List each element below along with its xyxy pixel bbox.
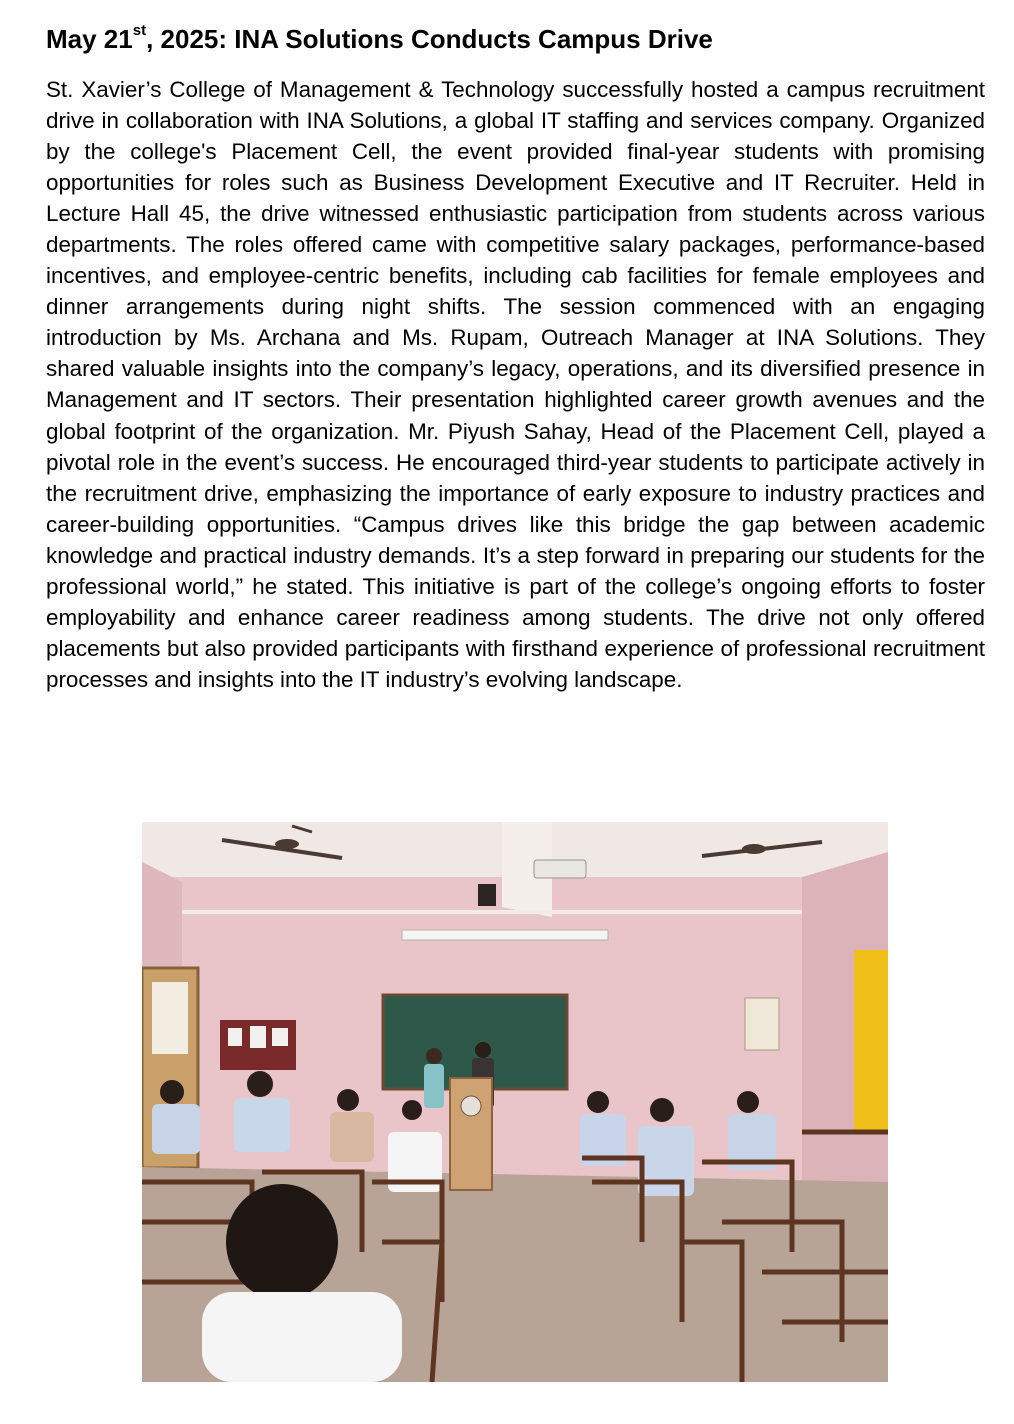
presenter-left: [424, 1048, 444, 1108]
article-title: [46, 22, 986, 56]
title-text: , 2025: INA Solutions Conducts Campus Drive: [146, 24, 713, 54]
projector-screen: [402, 930, 608, 940]
event-photo: [142, 822, 888, 1382]
projector: [534, 860, 586, 878]
speaker: [478, 884, 496, 906]
wall-pipe: [182, 910, 802, 914]
title-date-ordinal: st: [132, 22, 147, 40]
classroom-photo-illustration: [142, 822, 888, 1382]
curtain: [854, 950, 888, 1130]
poster: [745, 998, 779, 1050]
podium: [450, 1078, 492, 1190]
article-body: St. Xavier’s College of Management & Technology successfully hosted a campus recruitment drive in collaboration with INA Solutions, a global IT staffing and services company. Organized by the college's Placement Cell, the event provided final-year students with promising opportunities for roles such as Business Development Executive and IT Recruiter. Held in Lecture Hall 45, the drive witnessed enthusiastic participation from students across various departments. The roles offered came with competitive salary packages, performance-based incentives, and employee-centric benefits, including cab facilities for female employees and dinner arrangements during night shifts. The session commenced with an engaging introduction by Ms. Archana and Ms. Rupam, Outreach Manager at INA Solutions. They shared valuable insights into the company’s legacy, operations, and its diversified presence in Management and IT sectors. Their presentation highlighted career growth avenues and the global footprint of the organization. Mr. Piyush Sahay, Head of the Placement Cell, played a pivotal role in the event’s success. He encouraged third-year students to participate actively in the recruitment drive, emphasizing the importance of early exposure to industry practices and career-building opportunities. “Campus drives like this bridge the gap between academic knowledge and practical industry demands. It’s a step forward in preparing our students for the professional world,” he stated. This initiative is part of the college’s ongoing efforts to foster employability and enhance career readiness among students. The drive not only offered placements but also provided participants with firsthand experience of professional recruitment processes and insights into the IT industry’s evolving landscape.: [46, 77, 985, 692]
title-date: May 21: [46, 24, 133, 54]
